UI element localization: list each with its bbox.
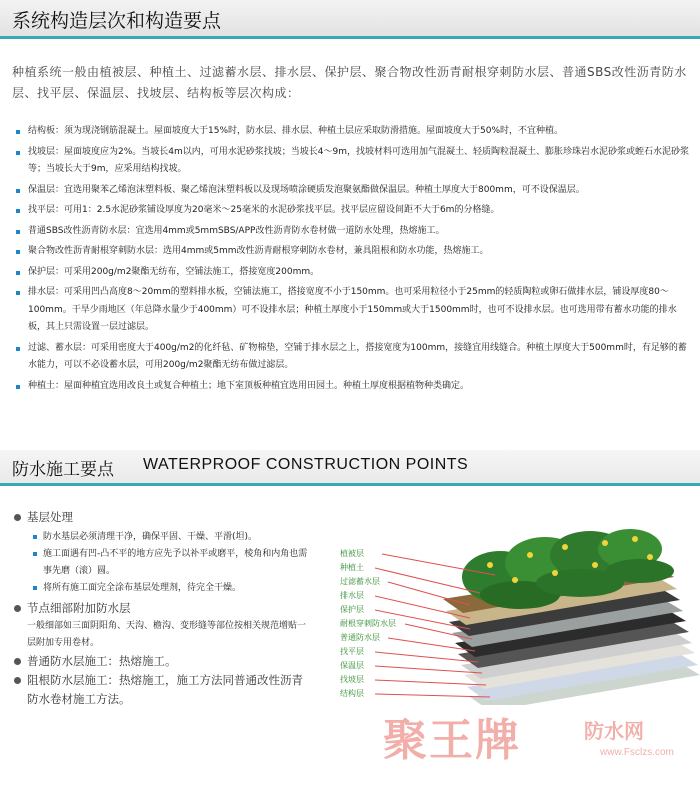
layer-label: 种植土 <box>340 563 364 572</box>
point-detail-layer: 节点细部附加防水层 <box>13 599 313 618</box>
layer-label: 保护层 <box>340 605 364 614</box>
point-root-barrier: 阻根防水层施工：热熔施工，施工方法同普通改性沥青防水卷材施工方法。 <box>13 671 313 709</box>
section-title: 防水施工要点 <box>12 460 114 480</box>
construction-points <box>13 508 313 709</box>
watermark-brand: 聚王牌 <box>383 715 521 766</box>
base-treatment-list <box>33 529 313 597</box>
layer-label: 植被层 <box>340 549 364 558</box>
list-item: 普通SBS改性沥青防水层：宜选用4mm或5mmSBS/APP改性沥青防水卷材做一道防水处理，热熔施工。 <box>14 223 692 241</box>
point-base-treatment: 基层处理 <box>13 508 313 527</box>
layer-label: 结构层 <box>340 689 364 698</box>
layer-label: 耐根穿刺防水层 <box>340 619 396 628</box>
point-normal-layer: 普通防水层施工：热熔施工。 <box>13 652 313 671</box>
layer-label: 找坡层 <box>340 675 364 684</box>
layers-illustration <box>330 525 700 705</box>
roof-layers-diagram <box>330 525 700 705</box>
detail-layer-text: 一般细部如三面阴阳角、天沟、檐沟、变形缝等部位按相关规范增贴一层附加专用卷材。 <box>27 621 307 648</box>
layer-label: 找平层 <box>340 647 364 656</box>
list-item: 种植土：屋面种植宜选用改良土或复合种植土；地下室顶板种植宜选用田园土。种植土厚度根据植物种类确定。 <box>14 378 692 396</box>
list-item: 找平层：可用1：2.5水泥砂浆铺设厚度为20毫米～25毫米的水泥砂浆找平层。找平层应留设间距不大于6m的分格缝。 <box>14 202 692 220</box>
section-header-structure <box>0 0 700 39</box>
layer-label: 普通防水层 <box>340 633 380 642</box>
layer-label: 保温层 <box>340 661 364 670</box>
list-item: 将所有施工面完全涂布基层处理剂，待完全干燥。 <box>33 580 313 597</box>
list-item: 找坡层：屋面坡度应为2%。当坡长4m以内，可用水泥砂浆找坡；当坡长4～9m，找坡材料可选用加气混凝土、轻质陶粒混凝土、膨胀珍珠岩水泥砂浆或蛭石水泥砂浆等；当坡长大于9m，应采用结构找坡。 <box>14 144 692 179</box>
layer-spec-list <box>14 123 692 395</box>
list-item: 过滤、蓄水层：可采用密度大于400g/m2的化纤毡、矿物棉垫，空铺于排水层之上，搭接宽度为100mm，接缝宜用线缝合。种植土厚度大于500mm时，有足够的蓄水能力，可以不必设蓄水层，可用200g/m2聚酯无纺布做过滤层。 <box>14 340 692 375</box>
list-item: 施工面遇有凹-凸不平的地方应先予以补平或磨平，棱角和内角也需事先磨（滚）圆。 <box>33 546 313 580</box>
list-item: 保温层：宜选用聚苯乙烯泡沫塑料板、聚乙烯泡沫塑料板以及现场喷涂硬质发泡聚氨酯做保温层。种植土厚度大于800mm，可不设保温层。 <box>14 182 692 200</box>
watermark-url: www.Fsclzs.com <box>600 747 674 758</box>
layer-label: 过滤蓄水层 <box>340 577 380 586</box>
intro-paragraph: 种植系统一般由植被层、种植土、过滤蓄水层、排水层、保护层、聚合物改性沥青耐根穿刺防水层、普通SBS改性沥青防水层、找平层、保温层、找坡层、结构板等层次构成： <box>12 65 687 100</box>
section-title-english: WATERPROOF CONSTRUCTION POINTS <box>143 456 469 473</box>
layer-label: 排水层 <box>340 591 364 600</box>
list-item: 排水层：可采用凹凸高度8～20mm的塑料排水板，空铺法施工，搭接宽度不小于150mm。也可采用粒径小于25mm的轻质陶粒或卵石做排水层，铺设厚度80～100mm。干旱少雨地区（年总降水量少于400mm）可不设排水层；种植土厚度小于150mm或大于1500mm时，也可不设排水层。也可选用带有蓄水功能的排水板，其上只需设置一层过滤层。 <box>14 284 692 337</box>
list-item: 聚合物改性沥青耐根穿刺防水层：选用4mm或5mm改性沥青耐根穿刺防水卷材，兼具阻根和防水功能，热熔施工。 <box>14 243 692 261</box>
section-header-waterproof <box>0 450 700 486</box>
list-item: 防水基层必须清理干净，确保平固、干燥、平滑(坦)。 <box>33 529 313 546</box>
list-item: 结构板：须为现浇钢筋混凝土。屋面坡度大于15%时，防水层、排水层、种植土层应采取防滑措施。屋面坡度大于50%时，不宜种植。 <box>14 123 692 141</box>
list-item: 保护层：可采用200g/m2聚酯无纺布，空铺法施工，搭接宽度200mm。 <box>14 264 692 282</box>
section-title: 系统构造层次和构造要点 <box>12 10 222 32</box>
watermark-tag: 防水网 <box>584 719 644 743</box>
